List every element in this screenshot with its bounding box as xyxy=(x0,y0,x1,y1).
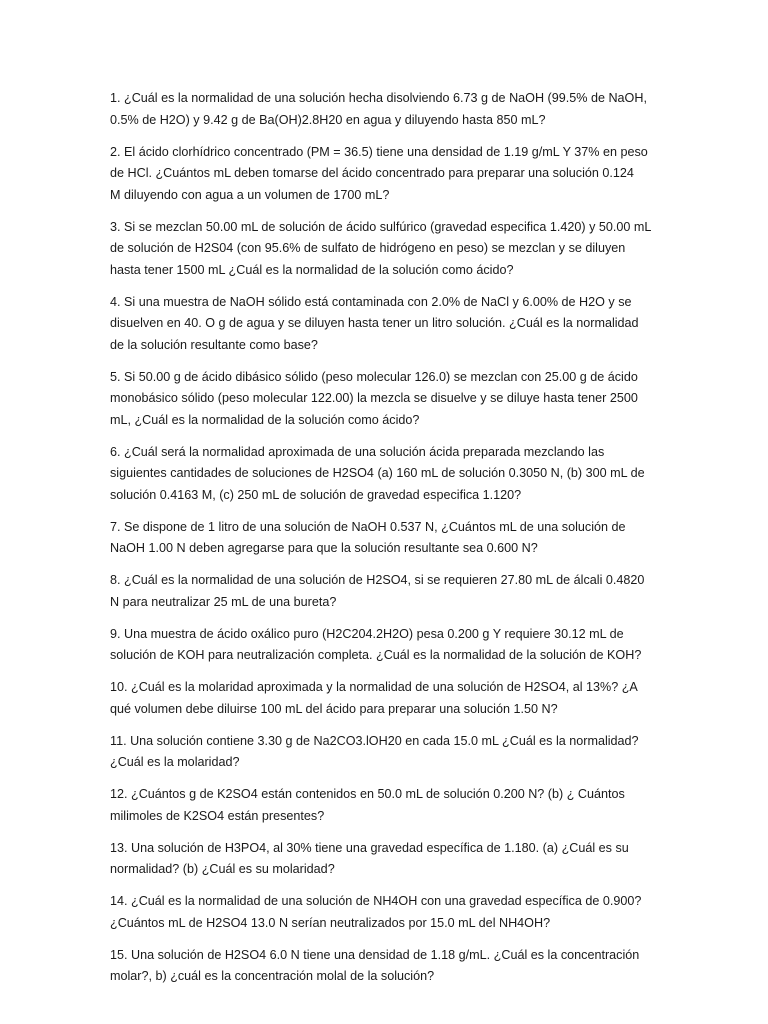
question-11: 11. Una solución contiene 3.30 g de Na2CO3.lOH20 en cada 15.0 mL ¿Cuál es la normalidad? ¿Cuál es la molaridad? xyxy=(110,733,639,769)
question-8: 8. ¿Cuál es la normalidad de una solución de H2SO4, si se requieren 27.80 mL de álcali 0.4820 N para neutralizar 25 mL de una bureta? xyxy=(110,573,645,609)
question-15: 15. Una solución de H2SO4 6.0 N tiene una densidad de 1.18 g/mL. ¿Cuál es la concentración molar?, b) ¿cuál es la concentración molal de la solución? xyxy=(110,947,640,983)
question-4: 4. Si una muestra de NaOH sólido está contaminada con 2.0% de NaCl y 6.00% de H2O y se disuelven en 40. O g de agua y se diluyen hasta tener un litro solución. ¿Cuál es la normalidad de la solución resultante como base? xyxy=(110,294,639,352)
question-12: 12. ¿Cuántos g de K2SO4 están contenidos en 50.0 mL de solución 0.200 N? (b) ¿ Cuántos milimoles de K2SO4 están presentes? xyxy=(110,787,625,823)
question-9: 9. Una muestra de ácido oxálico puro (H2C204.2H2O) pesa 0.200 g Y requiere 30.12 mL de solución de KOH para neutralización completa. ¿Cuál es la normalidad de la solución de KOH? xyxy=(110,626,642,662)
question-1: 1. ¿Cuál es la normalidad de una solución hecha disolviendo 6.73 g de NaOH (99.5% de NaOH, 0.5% de H2O) y 9.42 g de Ba(OH)2.8H20 en agua y diluyendo hasta 850 mL? xyxy=(110,91,647,127)
question-10: 10. ¿Cuál es la molaridad aproximada y la normalidad de una solución de H2SO4, al 13%? ¿A qué volumen debe diluirse 100 mL del ácido para preparar una solución 1.50 N? xyxy=(110,680,638,716)
question-5: 5. Si 50.00 g de ácido dibásico sólido (peso molecular 126.0) se mezclan con 25.00 g de ácido monobásico sólido (peso molecular 122.00) la mezcla se disuelve y se diluye hasta tener 2500 mL, ¿Cuál es la normalidad de la solución como ácido? xyxy=(110,369,638,427)
question-6: 6. ¿Cuál será la normalidad aproximada de una solución ácida preparada mezclando las siguientes cantidades de soluciones de H2SO4 (a) 160 mL de solución 0.3050 N, (b) 300 mL de solución 0.4163 M, (c) 250 mL de solución de gravedad especifica 1.120? xyxy=(110,444,645,502)
question-list xyxy=(110,88,660,998)
question-3: 3. Si se mezclan 50.00 mL de solución de ácido sulfúrico (gravedad especifica 1.420) y 50.00 mL de solución de H2S04 (con 95.6% de sulfato de hidrógeno en peso) se mezclan y se diluyen hasta tener 1500 mL ¿Cuál es la normalidad de la solución como ácido? xyxy=(110,219,652,277)
question-13: 13. Una solución de H3PO4, al 30% tiene una gravedad específica de 1.180. (a) ¿Cuál es su normalidad? (b) ¿Cuál es su molaridad? xyxy=(110,840,629,876)
question-14: 14. ¿Cuál es la normalidad de una solución de NH4OH con una gravedad específica de 0.900? ¿Cuántos mL de H2SO4 13.0 N serían neutralizados por 15.0 mL del NH4OH? xyxy=(110,894,642,930)
question-2: 2. El ácido clorhídrico concentrado (PM = 36.5) tiene una densidad de 1.19 g/mL Y 37% en peso de HCl. ¿Cuántos mL deben tomarse del ácido concentrado para preparar una solución 0.124 M diluyendo con agua a un volumen de 1700 mL? xyxy=(110,144,648,202)
question-7: 7. Se dispone de 1 litro de una solución de NaOH 0.537 N, ¿Cuántos mL de una solución de NaOH 1.00 N deben agregarse para que la solución resultante sea 0.600 N? xyxy=(110,519,626,555)
